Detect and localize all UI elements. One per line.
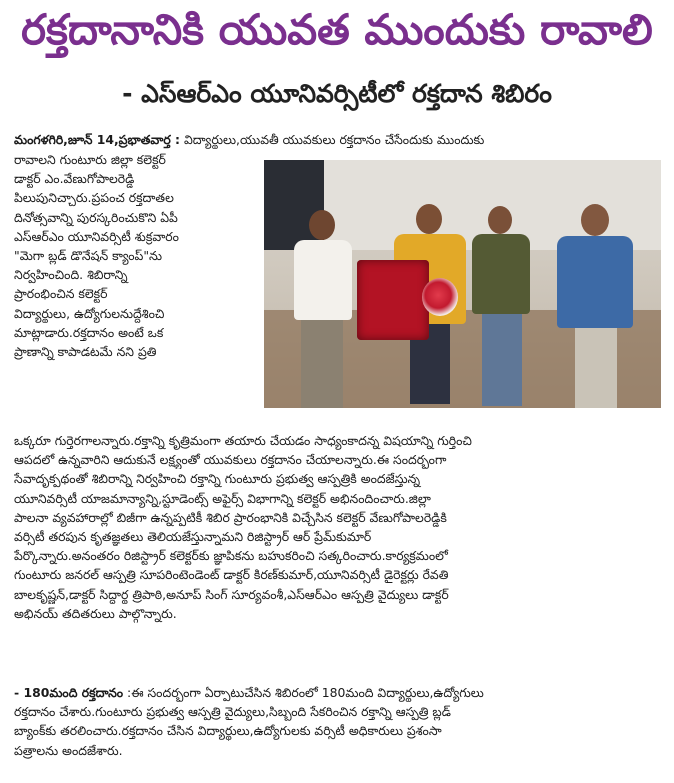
subheadline: - ఎస్ఆర్ఎం యూనివర్సిటీలో రక్తదాన శిబిరం [122,79,552,108]
subsection-line: :ఈ సందర్భంగా ఏర్పాటుచేసిన శిబిరంలో 180మంది విద్యార్థులు,ఉద్యోగులు [127,685,484,700]
body-line: యూనివర్సిటీ యాజమాన్యాన్ని,స్టూడెంట్స్ అఫైర్స్ విభాగాన్ని కలెక్టర్ అభినందించారు.జిల్లా [14,490,431,506]
subsection-line: పత్రాలను అందజేశారు. [14,742,123,758]
column-line: ప్రాణాన్ని కాపాడటమే నని ప్రతి [14,344,157,360]
subsection-line: బ్యాంక్‌కు తరలించారు.రక్తదానం చేసిన విద్యార్థులు,ఉద్యోగులకు వర్సిటీ అధికారులు ప్రశంసా [14,723,442,739]
main-body [14,431,660,623]
column-line: ఎస్ఆర్ఎం యూనివర్సిటీ శుక్రవారం [14,228,179,244]
column-line: ప్రారంభించిన కలెక్టర్ [14,286,108,302]
subsection [14,683,660,760]
body-line: బాలకృష్ణన్,డాక్టర్ సిద్ధార్థ త్రిపాఠి,అనూప్ సింగ్ సూర్యవంశీ,ఎస్ఆర్ఎం ఆస్పత్రి వైద్యులు డాక్టర్ [14,586,449,602]
body-line: పాలనా వ్యవహారాల్లో బిజీగా ఉన్నప్పటికీ శిబిర ప్రారంభానికి విచ్చేసిన కలెక్టర్ వేణుగోపాలరెడ్డికి [14,509,447,525]
column-line: డాక్టర్ ఎం.వేణుగోపాలరెడ్డి [14,171,135,187]
memento-gift [357,260,429,340]
subsection-label: - 180మంది రక్తదానం [14,685,124,700]
column-line: దినోత్సవాన్ని పురస్కరించుకొని ఏపీ [14,209,178,225]
body-line: వర్సిటీ తరపున కృతజ్ఞతలు తెలియజేస్తున్నామని రిజిస్ట్రార్ ఆర్ ప్రేమ్‌కుమార్ [14,529,372,545]
flower-bouquet [422,278,458,316]
column-line: పిలుపునిచ్చారు.ప్రపంచ రక్తదాతల [14,190,174,206]
subsection-line: రక్తదానం చేశారు.గుంటూరు ప్రభుత్వ ఆస్పత్రి వైద్యులు,సిబ్బంది సేకరించిన రక్తాన్ని ఆస్పత్రి బ్లడ్ [14,704,451,720]
body-line: ఆపదలో ఉన్నవారిని ఆదుకునే లక్ష్యంతో యువకులు రక్తదానం చేయాలన్నారు.ఈ సందర్భంగా [14,452,447,468]
event-photo [264,160,661,408]
dateline: మంగళగిరి,జూన్ 14,ప్రభాతవార్త : [14,132,181,147]
body-line: సేవాదృక్పథంతో శిబిరాన్ని నిర్వహించి రక్తాన్ని గుంటూరు ప్రభుత్వ ఆస్పత్రికి అందజేస్తున్న [14,471,421,487]
column-line: "మెగా బ్లడ్ డొనేషన్ క్యాంప్"ను [14,248,162,264]
left-column [14,150,258,361]
body-line: పేర్కొన్నారు.అనంతరం రిజిస్ట్రార్ కలెక్టర్‌కు జ్ఞాపికను బహుకరించి సత్కరించారు.కార్యక్రమంలో [14,548,448,564]
intro-text: విద్యార్థులు,యువతీ యువకులు రక్తదానం చేసేందుకు ముందుకు [183,132,485,147]
body-line: అభినయ్ తదితరులు పాల్గొన్నారు. [14,605,177,621]
intro-line [14,130,660,149]
headline: రక్తదానానికి యువత ముందుకు రావాలి [21,5,653,54]
column-line: విద్యార్థులు, ఉద్యోగులనుద్దేశించి [14,305,165,321]
column-line: రావాలని గుంటూరు జిల్లా కలెక్టర్ [14,152,166,167]
column-line: నిర్వహించింది. శిబిరాన్ని [14,267,128,283]
body-line: ఒక్కరూ గుర్తెరగాలన్నారు.రక్తాన్ని కృత్రిమంగా తయారు చేయడం సాధ్యంకాదన్న విషయాన్ని గుర్తించి [14,433,472,448]
body-line: గుంటూరు జనరల్ ఆస్పత్రి సూపరింటెండెంట్ డాక్టర్ కిరణ్‌కుమార్,యూనివర్సిటీ డైరెక్టర్లు రేవతి [14,567,449,583]
column-line: మాట్లాడారు.రక్తదానం అంటే ఒక [14,324,164,340]
